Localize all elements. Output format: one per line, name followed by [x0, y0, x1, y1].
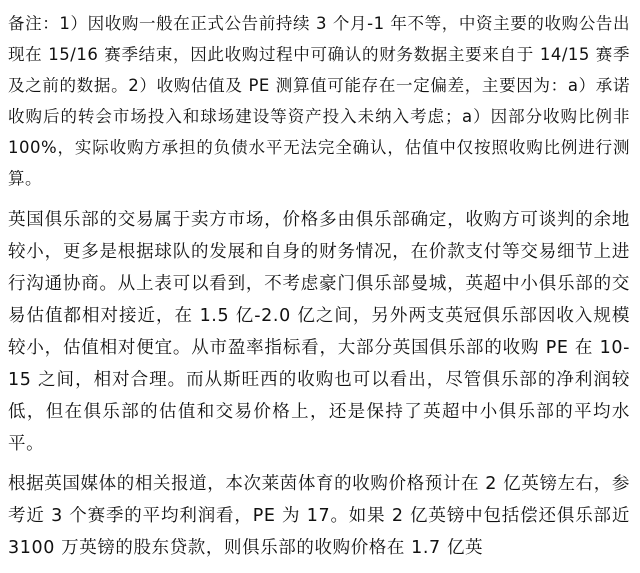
footnote-text: 备注：1）因收购一般在正式公告前持续 3 个月-1 年不等，中资主要的收购公告出现在 15/16 赛季结束，因此收购过程中可确认的财务数据主要来自于 14/15 赛季及之前的数据。2）收购估值及 PE 测算值可能存在一定偏差，主要因为：a）承诺收购后的转会市场投入和球场建设等资产投入未纳入考虑；a）因部分收购比例非 100%，实际收购方承担的负债水平无法完全确认，估值中仅按照收购比例进行测算。 [8, 14, 630, 188]
body-paragraph-1: 英国俱乐部的交易属于卖方市场，价格多由俱乐部确定，收购方可谈判的余地较小，更多是根据球队的发展和自身的财务情况，在价款支付等交易细节上进行沟通协商。从上表可以看到，不考虑豪门俱乐部曼城，英超中小俱乐部的交易估值都相对接近，在 1.5 亿-2.0 亿之间，另外两支英冠俱乐部因收入规模较小，估值相对便宜。从市盈率指标看，大部分英国俱乐部的收购 PE 在 10-15 之间，相对合理。而从斯旺西的收购也可以看出，尽管俱乐部的净利润较低，但在俱乐部的估值和交易价格上，还是保持了英超中小俱乐部的平均水平。 [8, 210, 630, 454]
body-paragraph-2: 根据英国媒体的相关报道，本次莱茵体育的收购价格预计在 2 亿英镑左右，参考近 3 个赛季的平均利润看，PE 为 17。如果 2 亿英镑中包括偿还俱乐部近 3100 万英镑的股东贷款，则俱乐部的收购价格在 1.7 亿英 [8, 474, 630, 558]
